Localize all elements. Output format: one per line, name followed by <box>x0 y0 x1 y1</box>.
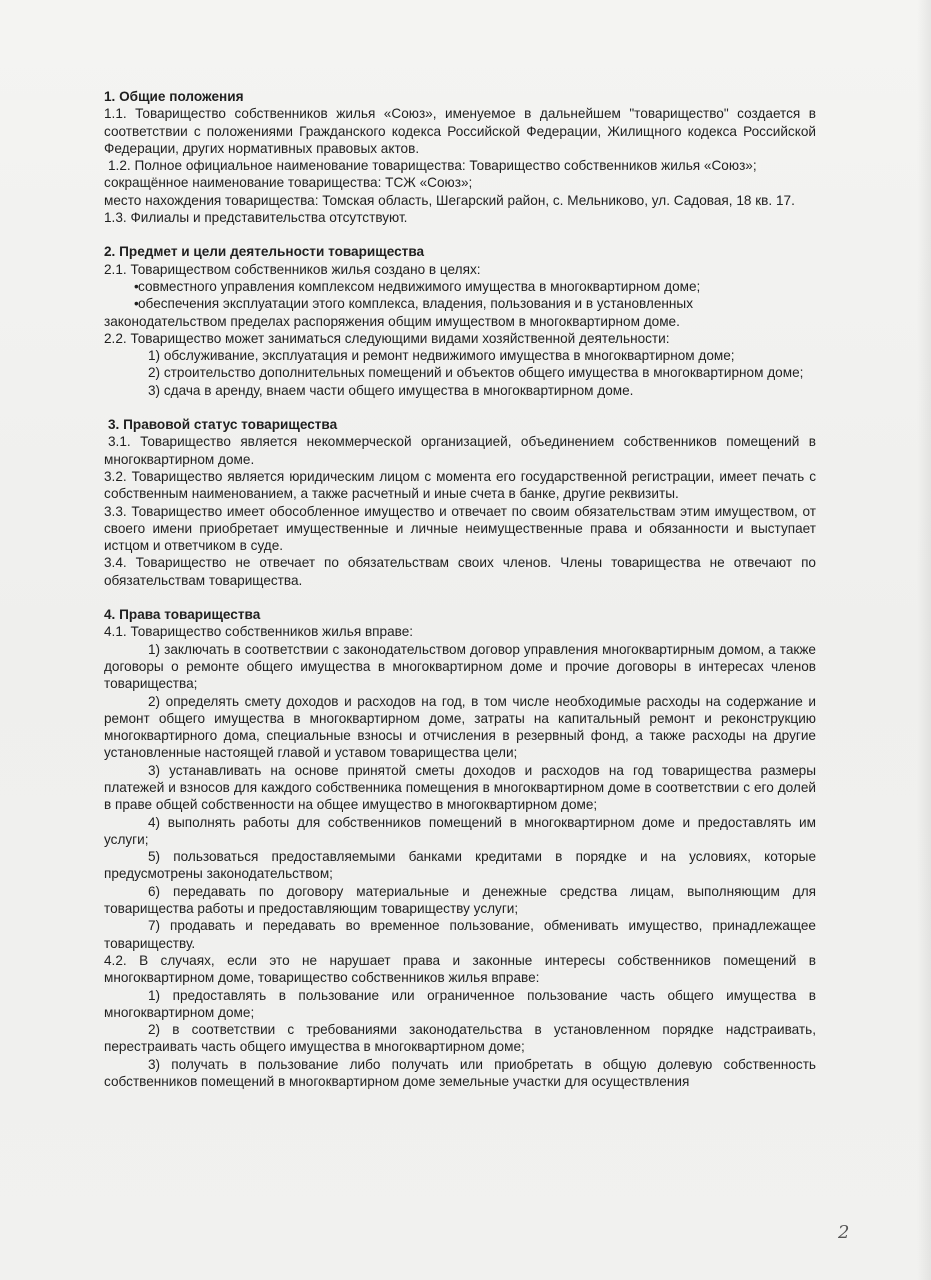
bullet-text: совместного управления комплексом недвижимого имущества в многоквартирном доме; <box>138 278 701 294</box>
list-item-2-2-3: 3) сдача в аренду, внаем части общего имущества в многоквартирном доме. <box>148 382 634 398</box>
list-item-4-1-2: 2) определять смету доходов и расходов на год, в том числе необходимые расходы на содержание и ремонт общего имущества в многоквартирном доме, затраты на капитальный ремонт и реконструкцию многоквартирного дома, специальные взносы и отчисления в резервный фонд, а также расходы на другие установленные настоящей главой и уставом товарищества цели; <box>104 693 816 761</box>
paragraph-1-3: 1.3. Филиалы и представительства отсутствуют. <box>104 210 408 226</box>
list-item-4-1-4: 4) выполнять работы для собственников помещений в многоквартирном доме и предоставлять им услуги; <box>104 814 816 847</box>
paragraph-3-2: 3.2. Товарищество является юридическим лицом с момента его государственной регистрации, имеет печать с собственным наименованием, а также расчетный и иные счета в банке, другие реквизиты. <box>104 468 816 502</box>
paragraph-short-name: сокращённое наименование товарищества: ТСЖ «Союз»; <box>104 175 473 191</box>
paragraph-4-2: 4.2. В случаях, если это не нарушает права и законные интересы собственников помещений в многоквартирном доме, товарищество собственников жилья вправе: <box>104 952 816 986</box>
paragraph-1-1: 1.1. Товарищество собственников жилья «Союз», именуемое в дальнейшем "товарищество" создается в соответствии с положениями Гражданского кодекса Российской Федерации, Жилищного кодекса Российской Федерации, других нормативных правовых актов. <box>104 106 816 156</box>
paragraph-2-1: 2.1. Товариществом собственников жилья создано в целях: <box>104 261 481 277</box>
paragraph-4-1: 4.1. Товарищество собственников жилья вправе: <box>104 624 414 640</box>
list-item-4-1-3: 3) устанавливать на основе принятой сметы доходов и расходов на год товарищества размеры платежей и взносов для каждого собственника помещения в многоквартирном доме в соответствии с его долей в праве общей собственности на общее имущество в многоквартирном доме; <box>104 762 816 813</box>
list-item-4-1-1: 1) заключать в соответствии с законодательством договор управления многоквартирным домом, а также договоры о ремонте общего имущества в многоквартирном доме и прочие договоры в интересах членов товарищества; <box>104 641 816 692</box>
paragraph-location: место нахождения товарищества: Томская область, Шегарский район, с. Мельниково, ул. Садовая, 18 кв. 17. <box>104 192 795 208</box>
bullet-item-1 <box>104 278 816 295</box>
list-item-4-1-5: 5) пользоваться предоставляемыми банками кредитами в порядке и на условиях, которые предусмотрены законодательством; <box>104 849 816 882</box>
section-2-heading: 2. Предмет и цели деятельности товарищества <box>104 244 425 260</box>
page-edge-shadow <box>917 0 931 1280</box>
bullet-item-2-continuation: законодательством пределах распоряжения общим имуществом в многоквартирном доме. <box>104 313 680 329</box>
paragraph-3-1: 3.1. Товарищество является некоммерческой организацией, объединением собственников помещений в многоквартирном доме. <box>104 434 816 467</box>
paragraph-3-4: 3.4. Товарищество не отвечает по обязательствам своих членов. Члены товарищества не отвечают по обязательствам товарищества. <box>104 555 816 588</box>
list-item-4-2-2: 2) в соответствии с требованиями законодательства в установленном порядке надстраивать, перестраивать часть общего имущества в многоквартирном доме; <box>104 1022 816 1055</box>
list-item-4-2-3: 3) получать в пользование либо получать или приобретать в общую долевую собственность собственников помещений в многоквартирном доме земельные участки для осуществления <box>104 1056 816 1090</box>
paragraph-1-2: 1.2. Полное официальное наименование товарищества: Товарищество собственников жилья «Союз»; <box>108 158 757 174</box>
document-body <box>104 88 816 1090</box>
bullet-icon: • <box>134 278 139 294</box>
section-4-heading: 4. Права товарищества <box>104 607 261 623</box>
list-item-4-1-7: 7) продавать и передавать во временное пользование, обменивать имущество, принадлежащее товариществу. <box>104 918 816 951</box>
section-3-heading: 3. Правовой статус товарищества <box>108 417 338 433</box>
bullet-icon: • <box>134 296 139 312</box>
list-item-2-2-2: 2) строительство дополнительных помещений и объектов общего имущества в многоквартирном доме; <box>148 365 804 381</box>
bullet-item-2 <box>104 295 816 312</box>
paragraph-2-2: 2.2. Товарищество может заниматься следующими видами хозяйственной деятельности: <box>104 330 670 346</box>
paragraph-3-3: 3.3. Товарищество имеет обособленное имущество и отвечает по своим обязательствам этим имуществом, от своего имени приобретает имущественные и личные неимущественные права и обязанности и выступает истцом и ответчиком в суде. <box>104 503 816 554</box>
section-1-heading: 1. Общие положения <box>104 89 244 104</box>
list-item-4-1-6: 6) передавать по договору материальные и денежные средства лицам, выполняющим для товарищества работы и предоставляющим товариществу услуги; <box>104 883 816 917</box>
list-item-2-2-1: 1) обслуживание, эксплуатация и ремонт недвижимого имущества в многоквартирном доме; <box>148 348 735 364</box>
bullet-text: обеспечения эксплуатации этого комплекса, владения, пользования и в установленных <box>138 296 693 312</box>
page-mark: 2 <box>838 1222 850 1243</box>
list-item-4-2-1: 1) предоставлять в пользование или ограниченное пользование часть общего имущества в многоквартирном доме; <box>104 987 816 1020</box>
